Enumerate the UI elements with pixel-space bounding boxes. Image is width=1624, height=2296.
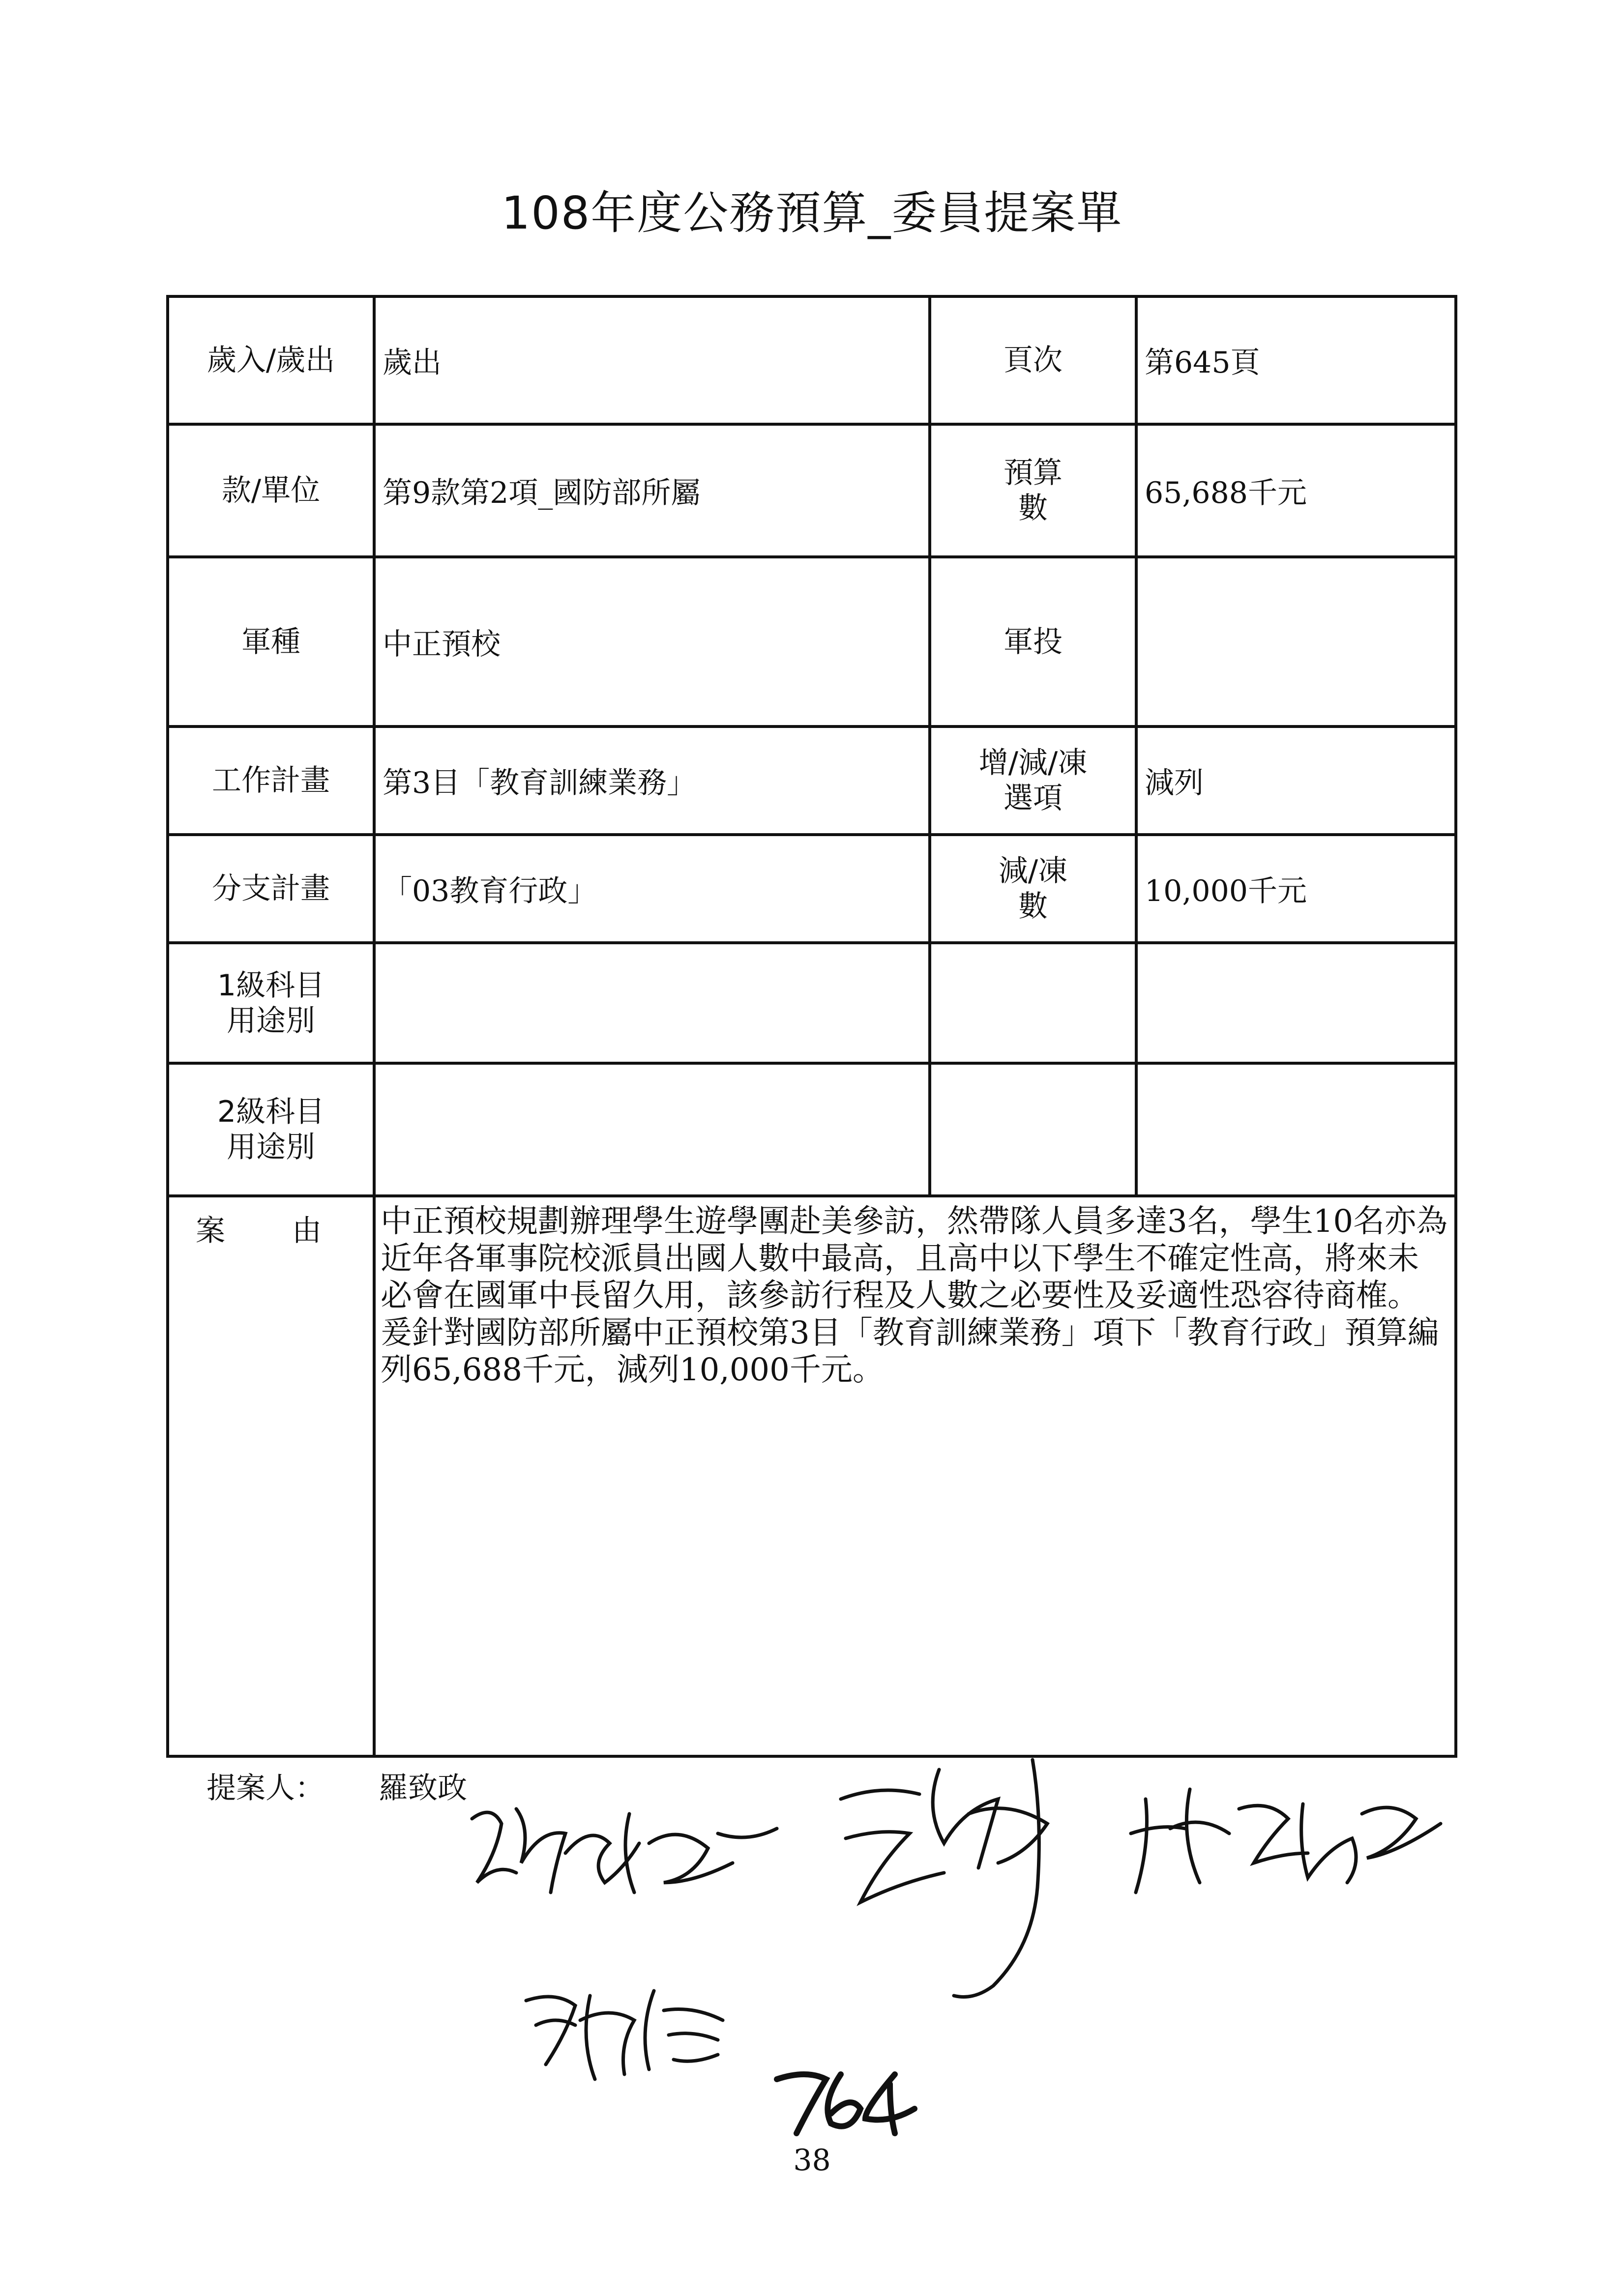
- page-number: 38: [793, 2143, 831, 2178]
- reason-label-a: 案: [196, 1214, 225, 1248]
- label-cell: [930, 943, 1136, 1063]
- value-cell: [374, 1063, 930, 1196]
- label-cell: 預算 數: [930, 424, 1136, 557]
- label-cell: 款/單位: [168, 424, 374, 557]
- signature-1: [443, 1779, 816, 1947]
- reason-label-cell: [168, 1196, 374, 1756]
- handwritten-number: [767, 2064, 924, 2140]
- proposal-form-table: [166, 295, 1457, 1758]
- label-cell: 分支計畫: [168, 835, 374, 943]
- form-row: [168, 727, 1456, 835]
- value-cell: [374, 943, 930, 1063]
- value-cell: [1136, 557, 1456, 727]
- value-cell: 「03教育行政」: [374, 835, 930, 943]
- form-row: [168, 943, 1456, 1063]
- label-cell: 軍種: [168, 557, 374, 727]
- label-cell: [930, 1063, 1136, 1196]
- page-title: 108年度公務預算_委員提案單: [501, 187, 1123, 239]
- form-row: [168, 1063, 1456, 1196]
- label-cell: 1級科目 用途別: [168, 943, 374, 1063]
- label-cell: 2級科目 用途別: [168, 1063, 374, 1196]
- value-cell: 10,000千元: [1136, 835, 1456, 943]
- value-cell: 中正預校: [374, 557, 930, 727]
- signature-3: [1126, 1770, 1470, 1907]
- label-cell: 軍投: [930, 557, 1136, 727]
- value-cell: 第645頁: [1136, 296, 1456, 424]
- value-cell: [1136, 943, 1456, 1063]
- proposer-label: 提案人：: [207, 1771, 325, 1805]
- label-cell: 歲入/歲出: [168, 296, 374, 424]
- signature-4: [506, 1961, 752, 2099]
- form-row: [168, 424, 1456, 557]
- form-row: [168, 557, 1456, 727]
- label-cell: 工作計畫: [168, 727, 374, 835]
- value-cell: 65,688千元: [1136, 424, 1456, 557]
- signature-2: [826, 1740, 1101, 2015]
- value-cell: 第9款第2項_國防部所屬: [374, 424, 930, 557]
- value-cell: 歲出: [374, 296, 930, 424]
- reason-row: [168, 1196, 1456, 1756]
- label-cell: 減/凍 數: [930, 835, 1136, 943]
- form-row: [168, 835, 1456, 943]
- reason-text: 中正預校規劃辦理學生遊學團赴美參訪，然帶隊人員多達3名，學生10名亦為近年各軍事院校派員出國人數中最高，且高中以下學生不確定性高，將來未必會在國軍中長留久用，該參訪行程及人數之必要性及妥適性恐容待商榷。爰針對國防部所屬中正預校第3目「教育訓練業務」項下「教育行政」預算編列65,688千元，減列10,000千元。: [374, 1196, 1456, 1756]
- reason-label-b: 由: [292, 1214, 322, 1248]
- form-row: [168, 296, 1456, 424]
- value-cell: 第3目「教育訓練業務」: [374, 727, 930, 835]
- proposer-name: 羅致政: [379, 1771, 467, 1805]
- label-cell: 頁次: [930, 296, 1136, 424]
- value-cell: [1136, 1063, 1456, 1196]
- label-cell: 增/減/凍 選項: [930, 727, 1136, 835]
- value-cell: 減列: [1136, 727, 1456, 835]
